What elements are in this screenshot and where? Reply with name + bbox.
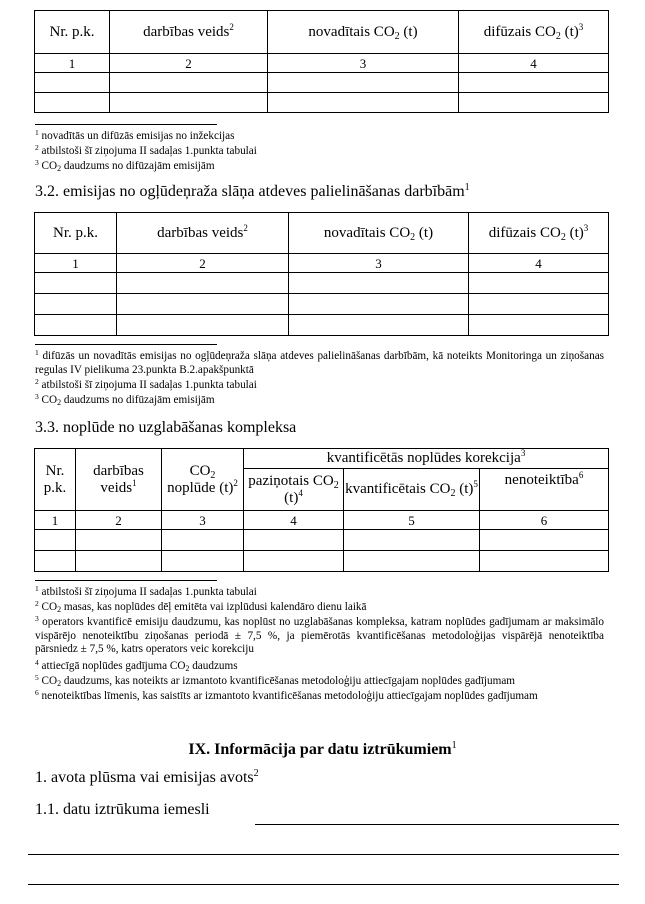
section-heading-3-3: 3.3. noplūde no uzglabāšanas kompleksa [35,419,297,436]
table-row [35,93,609,113]
column-number: 1 [35,511,76,530]
footnote: $^6$ nenoteiktības līmenis, kas saistīts ar izmantoto kvantificēšanas metodoloģiju attiecīgajam noplūdes gadījumam [35,688,538,702]
table-cell[interactable] [162,551,244,572]
header-activity-type: darbības veids$^1$ [76,449,162,511]
table-cell[interactable] [162,530,244,551]
footnote: $^1$ difūzās un novadītās emisijas no ogļūdeņraža slāņa atdeves palielināšanas darbībām, kā noteikts Monitoringa un ziņošanas regulas IV pielikuma 23.punkta B.2.apakšpunktā [35,348,605,376]
table-cell[interactable] [35,273,117,294]
table-cell[interactable] [35,530,76,551]
table-row [35,294,609,315]
column-number: 4 [459,54,609,73]
column-number: 6 [480,511,609,530]
chapter-heading-ix: IX. Informācija par datu iztrūkumiem$^1$ [188,740,457,758]
footnote-rule [35,124,217,125]
table-cell[interactable] [110,73,268,93]
table-cell[interactable] [110,93,268,113]
column-number: 5 [344,511,480,530]
footnote: $^3$ operators kvantificē emisiju daudzumu, kas noplūst no uzglabāšanas kompleksa, katram noplūdes gadījumam ar maksimālo vispārējo nenoteiktību ziņošanas periodā ± 7,5 %, ja piemērotās kvantificēšanas metodoloģijas vispārējā nenoteiktība pārsniedz ± 7,5 %, katrs operators veic korekciju [35,614,604,655]
footnote: $^2$ $CO_2$ masas, kas noplūdes dēļ emitēta vai izplūdusi kalendāro dienu laikā [35,599,367,614]
table-cell[interactable] [35,551,76,572]
header-uncertainty: nenoteiktība$^6$ [480,469,609,511]
table-row [35,315,609,336]
table-cell[interactable] [268,93,459,113]
answer-line[interactable] [28,884,619,885]
column-number: 2 [117,254,289,273]
column-number: 3 [162,511,244,530]
table-cell[interactable] [35,294,117,315]
table-cell[interactable] [117,315,289,336]
column-number: 2 [110,54,268,73]
footnote-rule [35,580,217,581]
table-cell[interactable] [459,93,609,113]
column-number: 3 [289,254,469,273]
column-number: 3 [268,54,459,73]
footnote: $^4$ attiecīgā noplūdes gadījuma $CO_2$ daudzums [35,658,238,673]
table-cell[interactable] [469,273,609,294]
column-number: 1 [35,54,110,73]
table-cell[interactable] [459,73,609,93]
table-row [35,273,609,294]
footnote: $^3$ $CO_2$ daudzums no difūzajām emisijām [35,392,215,407]
table-cell[interactable] [344,551,480,572]
footnote: $^3$ $CO_2$ daudzums no difūzajām emisijām [35,158,215,173]
header-vented-co2: novadītais $CO_2$ (t) [268,11,459,54]
table-emissions-injection [34,10,609,113]
table-row [35,73,609,93]
answer-line[interactable] [28,854,619,855]
table-cell[interactable] [480,551,609,572]
answer-line[interactable] [255,824,619,825]
header-fugitive-co2: difūzais $CO_2$ $(t)^3$ [459,11,609,54]
table-cell[interactable] [469,315,609,336]
header-activity-type: darbības veids$^2$ [117,213,289,254]
table-cell[interactable] [289,315,469,336]
column-number: 2 [76,511,162,530]
table-storage-leakage [34,448,609,572]
table-row [35,530,609,551]
table-emissions-recovery [34,212,609,336]
table-cell[interactable] [35,315,117,336]
table-cell[interactable] [35,73,110,93]
table-cell[interactable] [344,530,480,551]
header-vented-co2: novadītais $CO_2$ (t) [289,213,469,254]
section-heading-3-2: 3.2. emisijas no ogļūdeņraža slāņa atdeves palielināšanas darbībām$^1$ [35,182,470,200]
table-cell[interactable] [117,294,289,315]
table-row [35,551,609,572]
footnote: $^2$ atbilstoši šī ziņojuma II sadaļas 1.punkta tabulai [35,377,257,391]
column-number: 4 [244,511,344,530]
table-cell[interactable] [289,273,469,294]
footnote: $^1$ novadītās un difūzās emisijas no inžekcijas [35,128,235,142]
header-nr: Nr. p.k. [35,449,76,511]
footnote-rule [35,344,217,345]
footnote: $^5$ $CO_2$ daudzums, kas noteikts ar izmantoto kvantificēšanas metodoloģiju attiecīgajam noplūdes gadījumam [35,673,516,688]
footnote: $^1$ atbilstoši šī ziņojuma II sadaļas 1.punkta tabulai [35,584,257,598]
header-reported-co2: paziņotais $CO_2$ $(t)^4$ [244,469,344,511]
column-number: 1 [35,254,117,273]
table-cell[interactable] [480,530,609,551]
table-cell[interactable] [117,273,289,294]
table-cell[interactable] [35,93,110,113]
footnote: $^2$ atbilstoši šī ziņojuma II sadaļas 1.punkta tabulai [35,143,257,157]
column-number: 4 [469,254,609,273]
header-quantified-co2: kvantificētais $CO_2$ $(t)^5$ [344,469,480,511]
table-cell[interactable] [76,551,162,572]
table-cell[interactable] [244,551,344,572]
table-cell[interactable] [469,294,609,315]
item-source-stream-label: 1. avota plūsma vai emisijas avots$^2$ [35,768,259,786]
table-cell[interactable] [76,530,162,551]
header-nr: Nr. p.k. [35,11,110,54]
header-nr: Nr. p.k. [35,213,117,254]
item-data-gap-reasons-label: 1.1. datu iztrūkuma iemesli [35,801,210,818]
table-cell[interactable] [268,73,459,93]
table-cell[interactable] [244,530,344,551]
header-co2-leakage: $CO_2$ noplūde $(t)^2$ [162,449,244,511]
header-fugitive-co2: difūzais $CO_2$ $(t)^3$ [469,213,609,254]
header-leakage-correction: kvantificētās noplūdes korekcija$^3$ [244,449,609,469]
table-cell[interactable] [289,294,469,315]
header-activity-type: darbības veids$^2$ [110,11,268,54]
